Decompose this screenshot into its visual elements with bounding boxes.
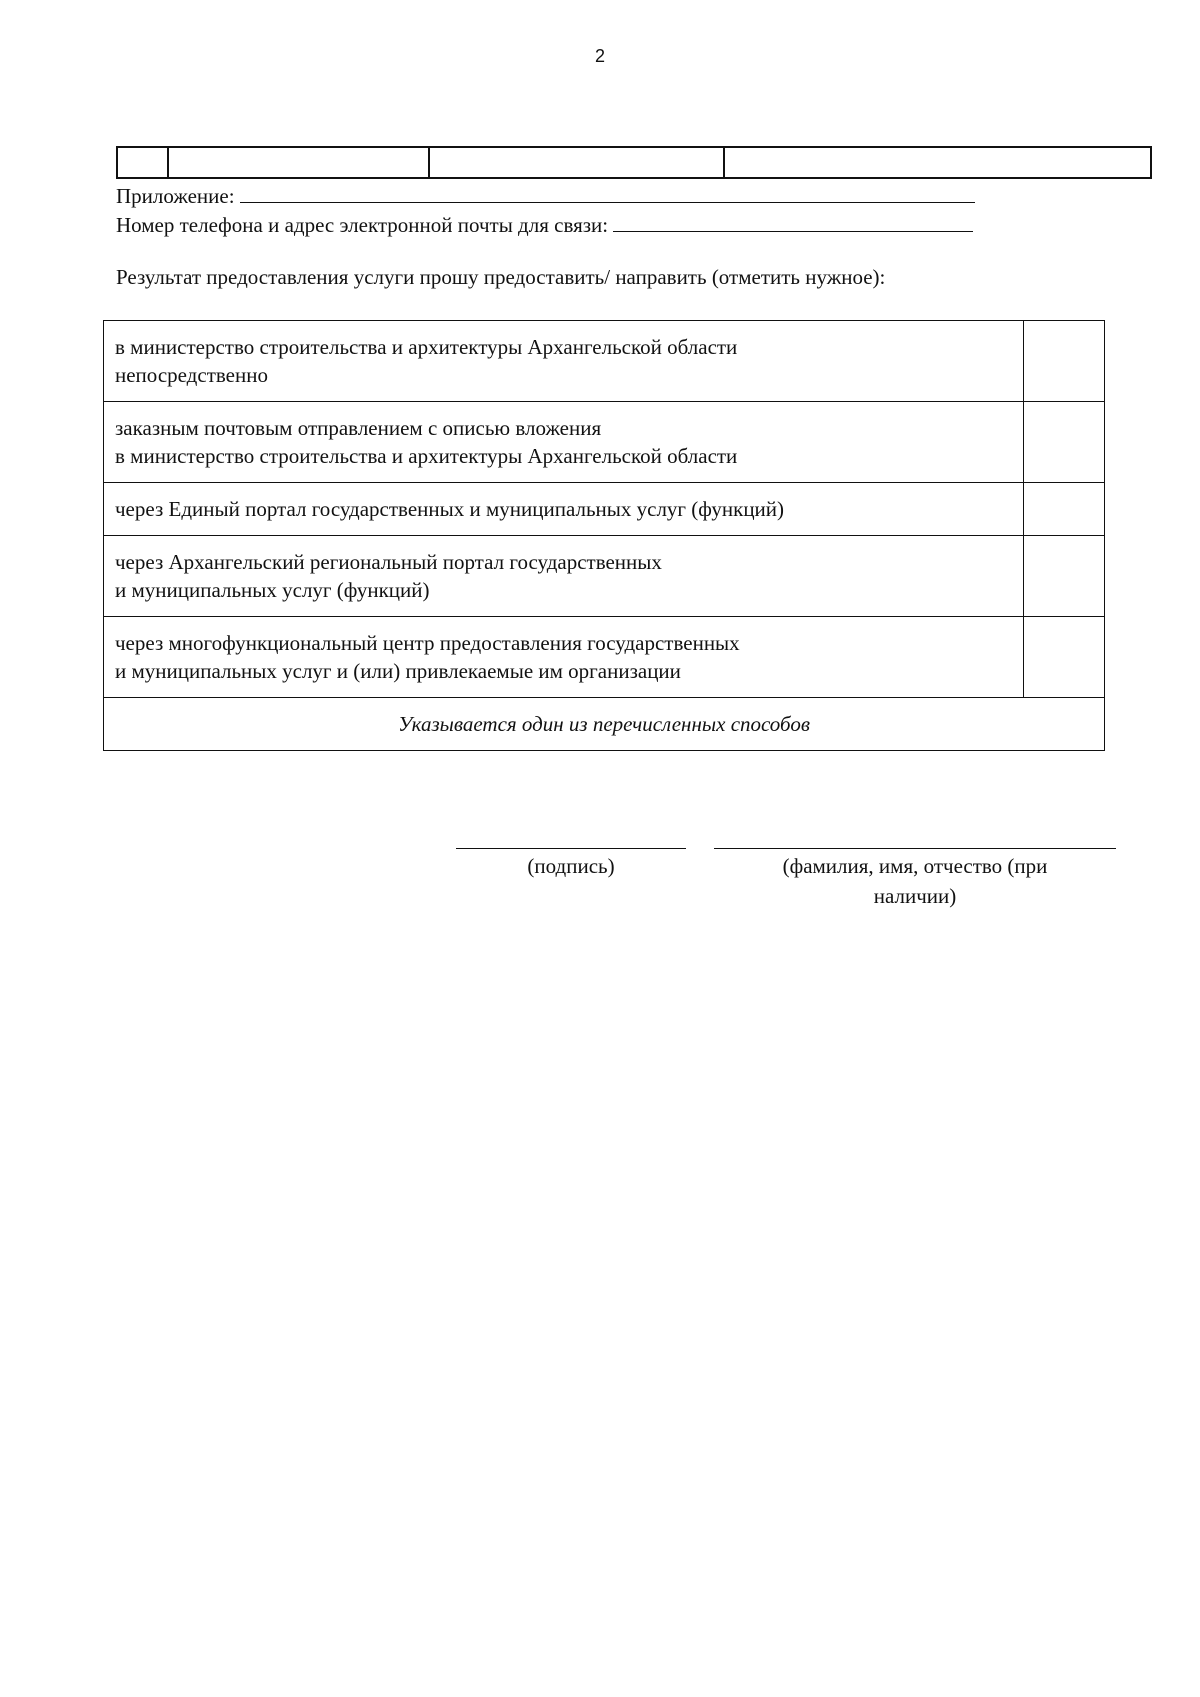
applicant-info-table-row bbox=[116, 146, 1152, 179]
contact-row bbox=[116, 209, 973, 238]
full-name-caption bbox=[714, 851, 1116, 911]
table-cell[interactable] bbox=[117, 147, 168, 178]
attachment-row bbox=[116, 180, 975, 209]
signature-line[interactable] bbox=[456, 848, 686, 849]
option-text bbox=[104, 483, 1024, 536]
option-text bbox=[104, 321, 1024, 402]
option-line: через многофункциональный центр предоставления государственных bbox=[115, 631, 740, 655]
contact-field[interactable] bbox=[613, 209, 973, 232]
option-text bbox=[104, 617, 1024, 698]
option-row-3 bbox=[104, 483, 1105, 536]
options-note: Указывается один из перечисленных способов bbox=[104, 698, 1105, 751]
contact-label: Номер телефона и адрес электронной почты для связи: bbox=[116, 213, 609, 237]
attachment-field[interactable] bbox=[240, 180, 975, 203]
option-checkbox[interactable] bbox=[1024, 536, 1105, 617]
option-checkbox[interactable] bbox=[1024, 321, 1105, 402]
option-row-2 bbox=[104, 402, 1105, 483]
full-name-caption-line: (фамилия, имя, отчество (при bbox=[782, 854, 1048, 878]
full-name-line[interactable] bbox=[714, 848, 1116, 849]
option-line: через Архангельский региональный портал государственных bbox=[115, 550, 662, 574]
option-checkbox[interactable] bbox=[1024, 617, 1105, 698]
options-note-row bbox=[104, 698, 1105, 751]
option-text bbox=[104, 536, 1024, 617]
option-line: через Единый портал государственных и муниципальных услуг (функций) bbox=[115, 497, 785, 521]
option-text bbox=[104, 402, 1024, 483]
option-checkbox[interactable] bbox=[1024, 483, 1105, 536]
option-row-5 bbox=[104, 617, 1105, 698]
option-line: заказным почтовым отправлением с описью вложения bbox=[115, 416, 602, 440]
full-name-caption-line: наличии) bbox=[873, 884, 957, 908]
option-line: и муниципальных услуг (функций) bbox=[115, 578, 430, 602]
option-row-4 bbox=[104, 536, 1105, 617]
signature-caption: (подпись) bbox=[527, 854, 615, 878]
table-cell[interactable] bbox=[724, 147, 1151, 178]
option-line: в министерство строительства и архитектуры Архангельской области bbox=[115, 444, 738, 468]
option-line: в министерство строительства и архитектуры Архангельской области bbox=[115, 335, 738, 359]
option-line: и муниципальных услуг и (или) привлекаемые им организации bbox=[115, 659, 681, 683]
result-intro: Результат предоставления услуги прошу предоставить/ направить (отметить нужное): bbox=[116, 265, 886, 289]
attachment-label: Приложение: bbox=[116, 184, 235, 208]
delivery-options-table bbox=[103, 320, 1105, 751]
option-row-1 bbox=[104, 321, 1105, 402]
option-checkbox[interactable] bbox=[1024, 402, 1105, 483]
table-cell[interactable] bbox=[429, 147, 724, 178]
page-number: 2 bbox=[594, 46, 605, 66]
table-cell[interactable] bbox=[168, 147, 429, 178]
option-line: непосредственно bbox=[115, 363, 268, 387]
